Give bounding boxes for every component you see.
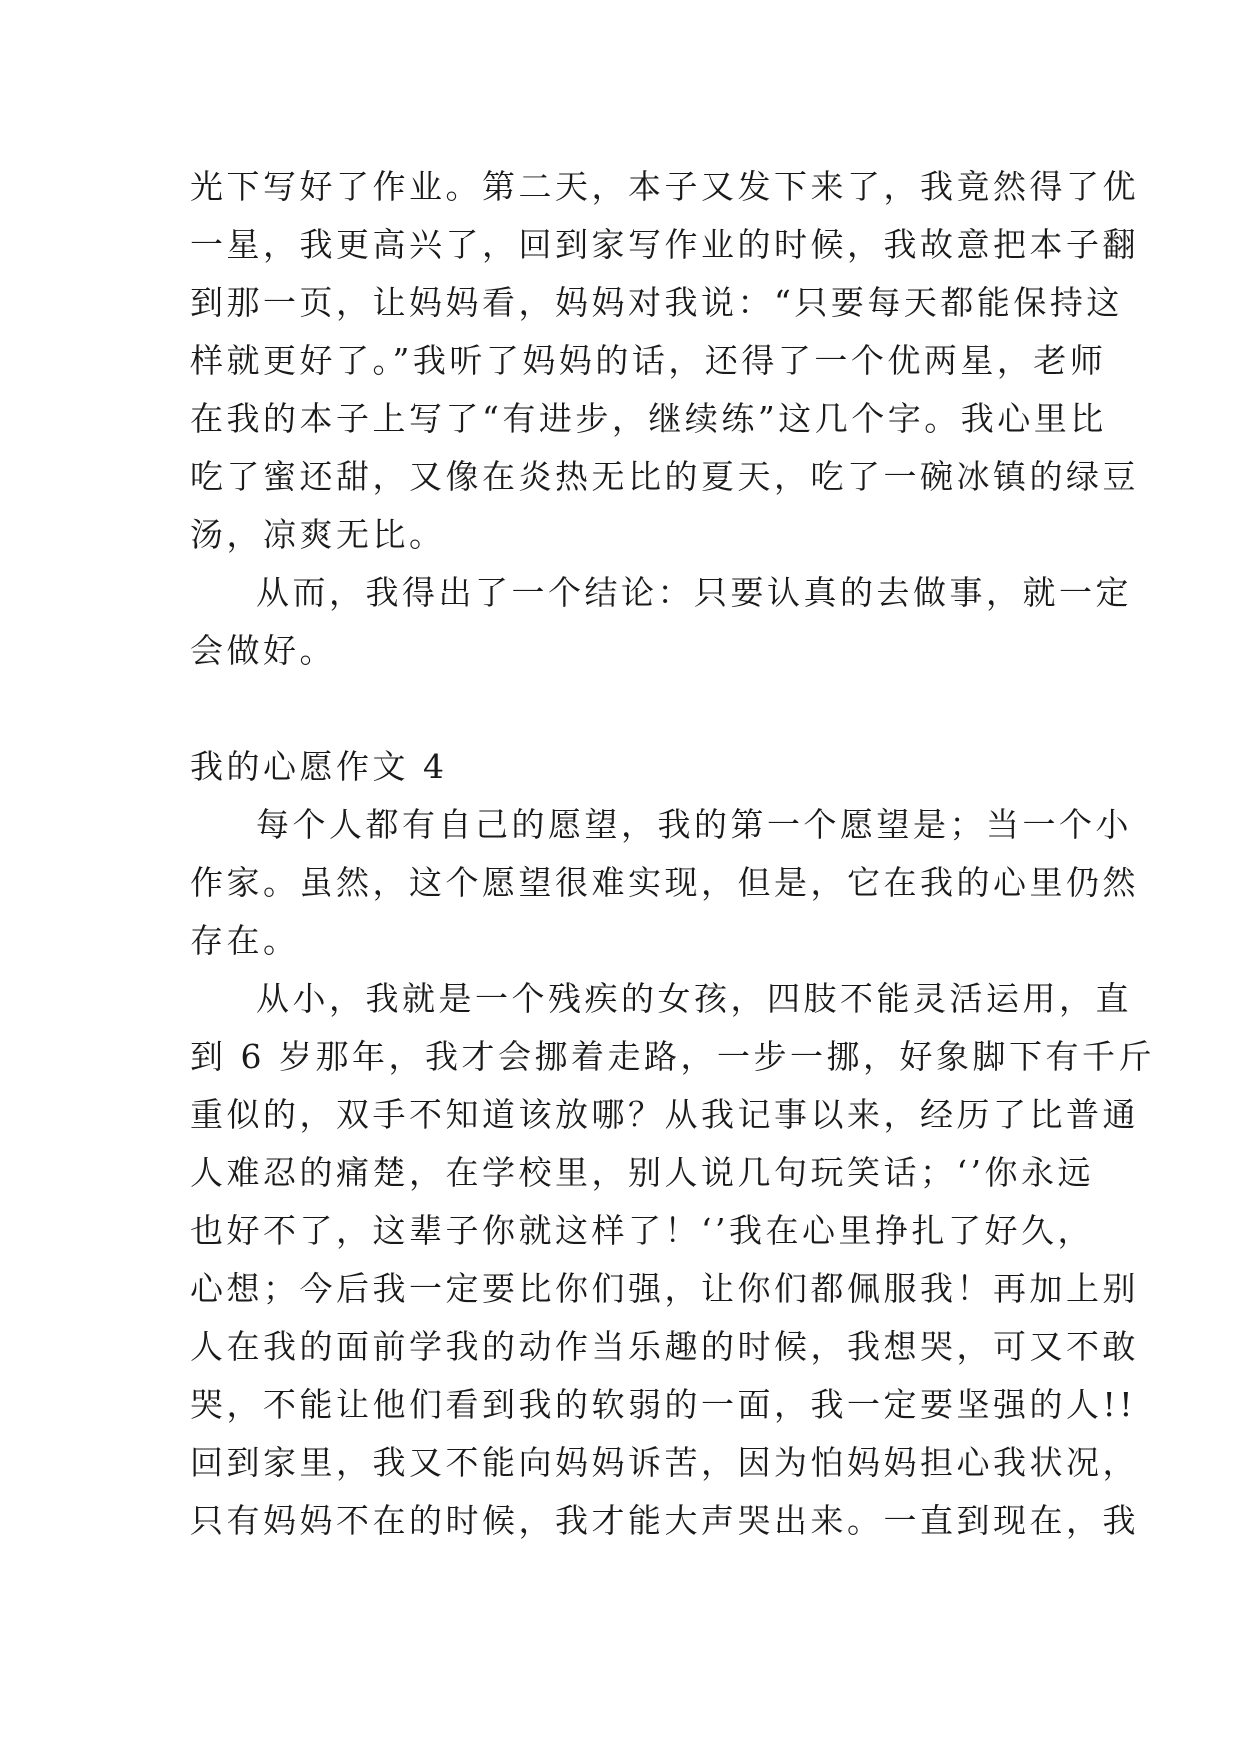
text-line: 吃了蜜还甜，又像在炎热无比的夏天，吃了一碗冰镇的绿豆 bbox=[190, 457, 1139, 496]
text-line: 到 6 岁那年，我才会挪着走路，一步一挪，好象脚下有千斤 bbox=[190, 1037, 1155, 1076]
text-line: 样就更好了。”我听了妈妈的话，还得了一个优两星，老师 bbox=[190, 341, 1107, 380]
text-line: 存在。 bbox=[190, 921, 300, 960]
paragraph-first-line: 每个人都有自己的愿望，我的第一个愿望是；当一个小 bbox=[256, 805, 1132, 844]
text-line: 到那一页，让妈妈看，妈妈对我说：“只要每天都能保持这 bbox=[190, 283, 1123, 322]
text-line: 心想；今后我一定要比你们强，让你们都佩服我！再加上别 bbox=[190, 1269, 1139, 1308]
text-line: 人难忍的痛楚，在学校里，别人说几句玩笑话；‘’你永远 bbox=[190, 1153, 1094, 1192]
paragraph-first-line: 从而，我得出了一个结论：只要认真的去做事，就一定 bbox=[256, 573, 1132, 612]
text-line: 回到家里，我又不能向妈妈诉苦，因为怕妈妈担心我状况， bbox=[190, 1443, 1139, 1482]
text-line: 重似的，双手不知道该放哪？从我记事以来，经历了比普通 bbox=[190, 1095, 1139, 1134]
text-line: 只有妈妈不在的时候，我才能大声哭出来。一直到现在，我 bbox=[190, 1501, 1139, 1540]
text-line: 光下写好了作业。第二天，本子又发下来了，我竟然得了优 bbox=[190, 167, 1139, 206]
text-line: 在我的本子上写了“有进步，继续练”这几个字。我心里比 bbox=[190, 399, 1107, 438]
section-heading: 我的心愿作文 4 bbox=[190, 747, 448, 786]
text-line: 一星，我更高兴了，回到家写作业的时候，我故意把本子翻 bbox=[190, 225, 1139, 264]
text-line: 会做好。 bbox=[190, 631, 336, 670]
text-line: 汤，凉爽无比。 bbox=[190, 515, 446, 554]
text-line: 也好不了，这辈子你就这样了！‘’我在心里挣扎了好久， bbox=[190, 1211, 1094, 1250]
text-line: 人在我的面前学我的动作当乐趣的时候，我想哭，可又不敢 bbox=[190, 1327, 1139, 1366]
text-line: 哭，不能让他们看到我的软弱的一面，我一定要坚强的人!! bbox=[190, 1385, 1137, 1424]
paragraph-first-line: 从小，我就是一个残疾的女孩，四肢不能灵活运用，直 bbox=[256, 979, 1132, 1018]
text-line: 作家。虽然，这个愿望很难实现，但是，它在我的心里仍然 bbox=[190, 863, 1139, 902]
